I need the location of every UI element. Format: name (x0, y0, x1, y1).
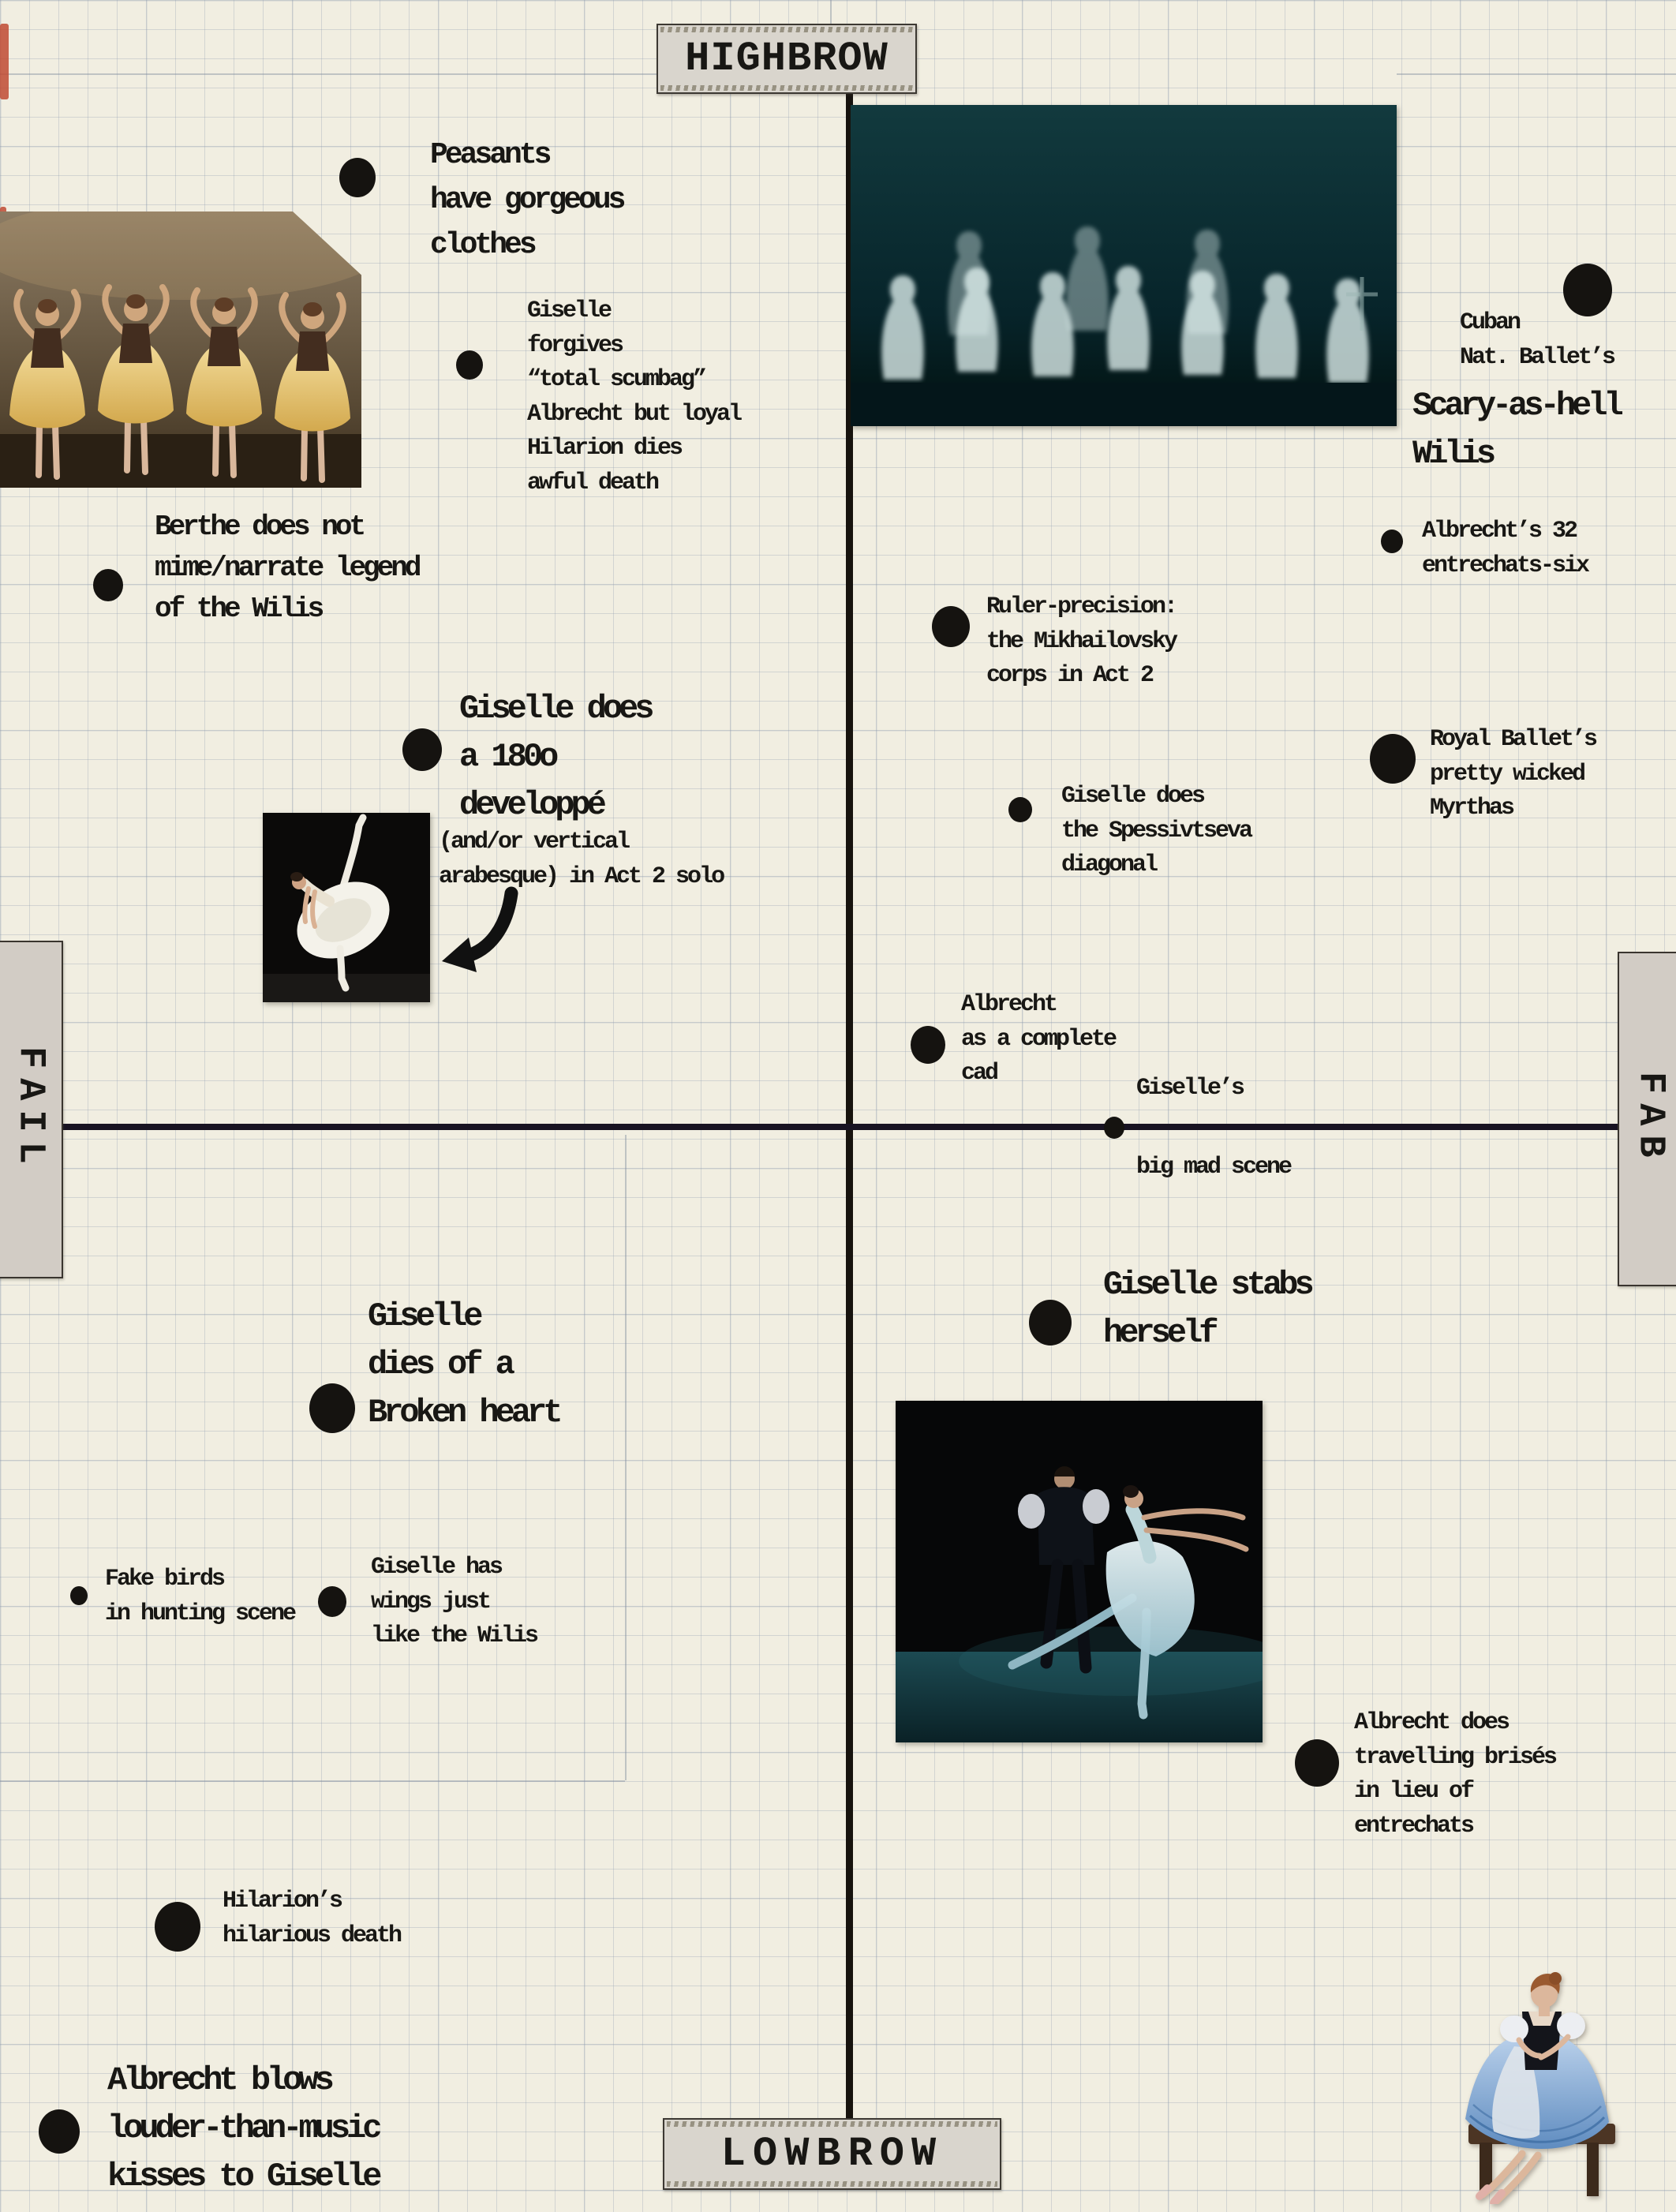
point-label-giselle-has-wings: Giselle has wings just like the Wilis (371, 1554, 537, 1649)
stitch-border (667, 2181, 997, 2187)
fail-text: FAIL (9, 1046, 51, 1173)
point-dot-travelling-brises (1295, 1739, 1339, 1787)
axis-label-highbrow (657, 24, 917, 94)
stitch-border (660, 27, 913, 32)
point-dot-berthe-no-mime (93, 569, 123, 601)
axis-label-fab (1618, 952, 1676, 1286)
giselle-albrecht-pas-de-deux-photo (896, 1401, 1263, 1742)
point-dot-fake-birds-hunting (70, 1586, 88, 1605)
point-dot-albrecht-blows-kisses (39, 2109, 80, 2154)
act1-peasant-corps-photo (0, 211, 361, 488)
point-label-mikhailovsky-ruler-precision: Ruler-precision: the Mikhailovsky corps in Act 2 (986, 593, 1177, 689)
point-dot-spessivtseva-diagonal (1008, 797, 1032, 822)
point-label-albrechts-32-entrechats: Albrecht’s 32 entrechats-six (1422, 518, 1588, 579)
point-label-giselle-180-developpe: Giselle does a 180o developpé (459, 690, 651, 824)
curved-arrow-icon (439, 882, 533, 989)
horizontal-axis-line (62, 1124, 1619, 1130)
red-edge-mark (0, 24, 9, 99)
sheet-seam (0, 73, 657, 75)
point-label-giselle-180-developpe-1: (and/or vertical arabesque) in Act 2 solo (439, 829, 724, 890)
point-dot-royal-wicked-myrthas (1370, 734, 1416, 784)
axis-label-lowbrow (663, 2118, 1001, 2190)
lowbrow-text: LOWBROW (720, 2131, 944, 2177)
point-label-giselle-forgives-albrecht: Giselle forgives “total scumbag” Albrecht but loyal Hilarion dies awful death (527, 298, 741, 496)
point-dot-albrecht-complete-cad (911, 1026, 945, 1064)
point-label-spessivtseva-diagonal: Giselle does the Spessivtseva diagonal (1061, 783, 1251, 878)
point-dot-mikhailovsky-ruler-precision (932, 606, 970, 647)
point-label-albrecht-blows-kisses: Albrecht blows louder-than-music kisses to Giselle (107, 2061, 379, 2195)
highbrow-text: HIGHBROW (685, 36, 889, 82)
fab-text: FAB (1629, 1071, 1671, 1167)
point-label-giselle-stabs-herself: Giselle stabs herself (1103, 1266, 1311, 1352)
point-label-travelling-brises: Albrecht does travelling brisés in lieu of entrechats (1354, 1709, 1556, 1840)
point-dot-giselle-stabs-herself (1029, 1300, 1072, 1346)
point-dot-giselle-forgives-albrecht (456, 350, 483, 380)
sheet-seam (0, 1780, 625, 1782)
seated-giselle-cutout-photo (1446, 1928, 1628, 2204)
point-dot-dies-of-broken-heart (309, 1383, 355, 1433)
point-label-giselles-big-mad-scene-1: big mad scene (1136, 1154, 1291, 1181)
point-label-cuban-scary-wilis-1: Scary-as-hell Wilis (1412, 387, 1620, 473)
vertical-arabesque-photo (263, 813, 430, 1002)
point-label-royal-wicked-myrthas: Royal Ballet’s pretty wicked Myrthas (1430, 726, 1596, 822)
point-label-cuban-scary-wilis: Cuban Nat. Ballet’s (1460, 309, 1614, 371)
point-dot-peasants-gorgeous-clothes (339, 158, 376, 197)
axis-label-fail (0, 941, 63, 1278)
point-label-dies-of-broken-heart: Giselle dies of a Broken heart (368, 1297, 559, 1432)
point-label-giselles-big-mad-scene: Giselle’s (1136, 1075, 1244, 1102)
point-dot-giselles-big-mad-scene (1104, 1117, 1124, 1139)
point-label-berthe-no-mime: Berthe does not mime/narrate legend of the Wilis (155, 511, 419, 626)
sheet-seam (1397, 73, 1676, 75)
stitch-border (660, 85, 913, 91)
sheet-seam (625, 1135, 627, 1780)
point-label-peasants-gorgeous-clothes: Peasants have gorgeous clothes (430, 138, 623, 262)
point-label-fake-birds-hunting: Fake birds in hunting scene (105, 1566, 295, 1627)
stitch-border (667, 2121, 997, 2127)
point-dot-giselle-has-wings (318, 1586, 346, 1617)
point-dot-hilarions-hilarious-death (155, 1902, 200, 1952)
point-dot-albrechts-32-entrechats (1381, 530, 1403, 553)
wilis-corps-photo (851, 105, 1397, 426)
point-label-hilarions-hilarious-death: Hilarion’s hilarious death (223, 1888, 401, 1949)
point-dot-giselle-180-developpe (402, 728, 442, 771)
point-label-albrecht-complete-cad: Albrecht as a complete cad (961, 991, 1116, 1087)
